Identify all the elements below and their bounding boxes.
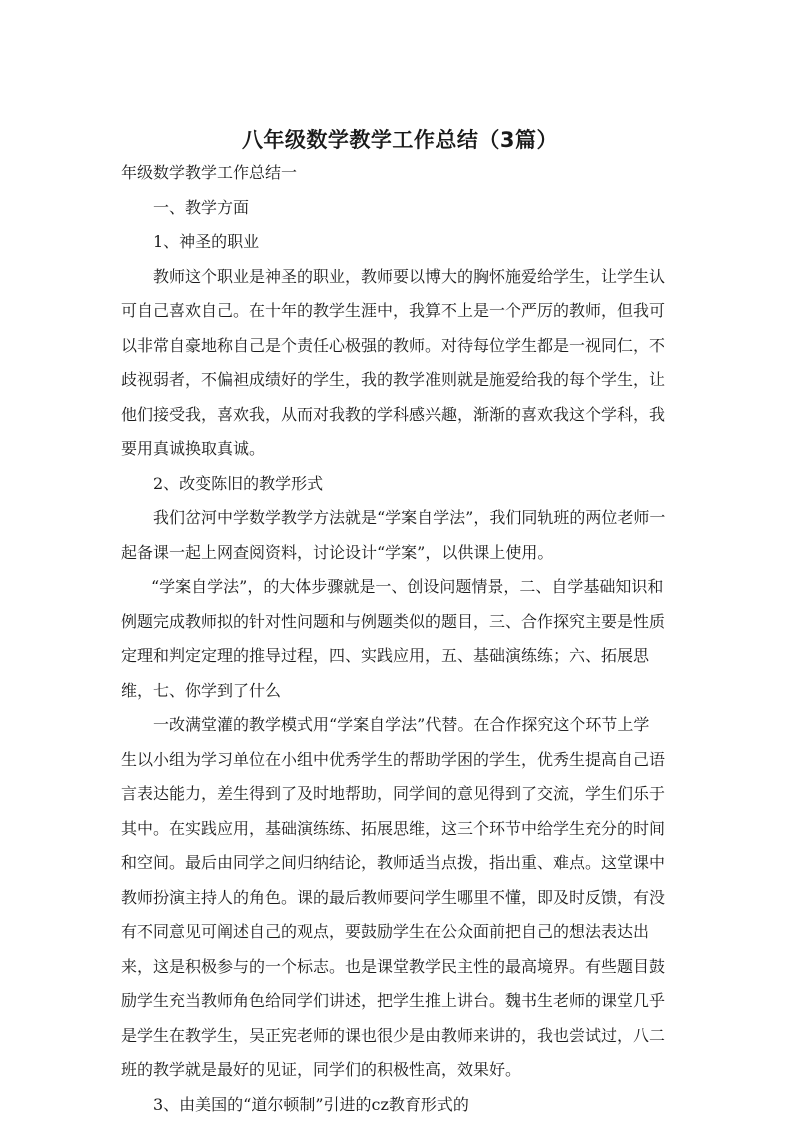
paragraph-line: 言表达能力，差生得到了及时地帮助，同学间的意见得到了交流，学生们乐于: [121, 784, 666, 803]
paragraph-line: 其中。在实践应用，基础演练练、拓展思维，这三个环节中给学生充分的时间: [121, 818, 666, 838]
subsection-heading: 1、神圣的职业: [153, 232, 260, 251]
paragraph-line: 我们岔河中学数学教学方法就是“学案自学法”，我们同轨班的两位老师一: [153, 508, 666, 527]
section-heading: 年级数学教学工作总结一: [121, 163, 298, 182]
paragraph-line: 来，这是积极参与的一个标志。也是课堂教学民主性的最高境界。有些题目鼓: [121, 956, 666, 976]
paragraph-line: 和空间。最后由同学之间归纳结论，教师适当点拨，指出重、难点。这堂课中: [121, 853, 666, 872]
document-body: [121, 156, 687, 1122]
paragraph-line: 歧视弱者，不偏袒成绩好的学生，我的教学准则就是施爱给我的每个学生，让: [121, 370, 666, 389]
paragraph-line: 要用真诚换取真诚。: [121, 439, 266, 458]
paragraph-line: “学案自学法”，的大体步骤就是一、创设问题情景，二、自学基础知识和: [151, 577, 664, 596]
subsection-heading: 2、改变陈旧的教学形式: [153, 473, 324, 493]
paragraph-line: 可自己喜欢自己。在十年的教学生涯中，我算不上是一个严厉的教师，但我可: [121, 301, 666, 320]
paragraph-line: 生以小组为学习单位在小组中优秀学生的帮助学困的学生，优秀生提高自己语: [121, 749, 666, 769]
paragraph-line: 励学生充当教师角色给同学们讲述，把学生推上讲台。魏书生老师的课堂几乎: [121, 991, 666, 1010]
subsection-heading: 一、教学方面: [153, 197, 250, 217]
paragraph-line: 班的教学就是最好的见证，同学们的积极性高，效果好。: [121, 1060, 522, 1079]
paragraph-line: 他们接受我，喜欢我，从而对我教的学科感兴趣，渐渐的喜欢我这个学科，我: [121, 404, 666, 424]
paragraph-line: 一改满堂灌的教学模式用“学案自学法”代替。在合作探究这个环节上学: [153, 715, 650, 734]
subsection-heading: 3、由美国的“道尔顿制”引进的cz教育形式的: [153, 1094, 469, 1114]
paragraph-line: 维，七、你学到了什么: [121, 680, 282, 700]
paragraph-line: 起备课一起上网查阅资料，讨论设计“学案”，以供课上使用。: [121, 542, 554, 562]
paragraph-line: 教师这个职业是神圣的职业，教师要以博大的胸怀施爱给学生，让学生认: [153, 266, 666, 286]
paragraph-line: 定理和判定定理的推导过程，四、实践应用，五、基础演练练；六、拓展思: [121, 646, 650, 665]
paragraph-line: 以非常自豪地称自己是个责任心极强的教师。对待每位学生都是一视同仁，不: [121, 335, 666, 355]
paragraph-line: 例题完成教师拟的针对性问题和与例题类似的题目，三、合作探究主要是性质: [121, 611, 666, 631]
paragraph-line: 教师扮演主持人的角色。课的最后教师要问学生哪里不懂，即及时反馈，有没: [121, 887, 666, 907]
paragraph-line: 有不同意见可阐述自己的观点，要鼓励学生在公众面前把自己的想法表达出: [121, 922, 650, 941]
document-title: 八年级数学教学工作总结（3篇）: [241, 128, 559, 152]
paragraph-line: 是学生在教学生，吴正宪老师的课也很少是由教师来讲的，我也尝试过，八二: [121, 1025, 666, 1045]
